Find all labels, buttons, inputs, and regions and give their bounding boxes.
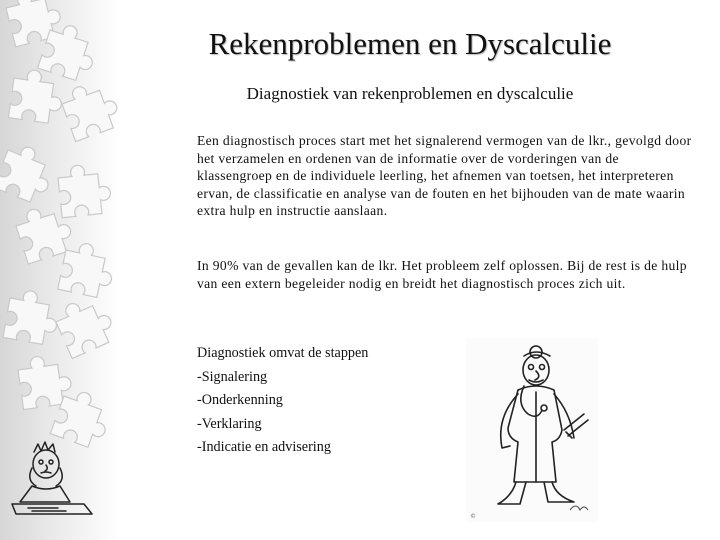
steps-intro: Diagnostiek omvat de stappen	[197, 345, 369, 361]
page-title: Rekenproblemen en Dyscalculie	[208, 26, 612, 61]
step-item: -Signalering	[197, 368, 268, 385]
paragraph-percentage: In 90% van de gevallen kan de lkr. Het probleem zelf oplossen. Bij de rest is de hulp van een extern begeleider nodig en breidt het diagnostisch proces zich uit.	[197, 258, 687, 291]
step-item: -Onderkenning	[197, 392, 283, 408]
svg-text:©: ©	[470, 513, 476, 520]
subtitle: Diagnostiek van rekenproblemen en dyscalculie	[246, 84, 574, 103]
thinking-student-icon	[8, 438, 98, 520]
doctor-cartoon-icon	[466, 338, 598, 522]
step-item: -Verklaring	[197, 415, 262, 432]
student-illustration	[8, 438, 98, 520]
step-item: -Indicatie en advisering	[197, 439, 331, 455]
steps-list	[197, 342, 368, 460]
paragraph-diagnostic-process: Een diagnostisch proces start met het signalerend vermogen van de lkr., gevolgd door het verzamelen en ordenen van de informatie over de vorderingen van de klassengroep en de individuele leerling, het afnemen van toetsen, het interpreteren ervan, de classificatie en analyse van de fouten en het bijhouden van de mate waarin extra hulp en instructie aanslaan.	[197, 133, 692, 218]
doctor-illustration	[466, 338, 598, 522]
